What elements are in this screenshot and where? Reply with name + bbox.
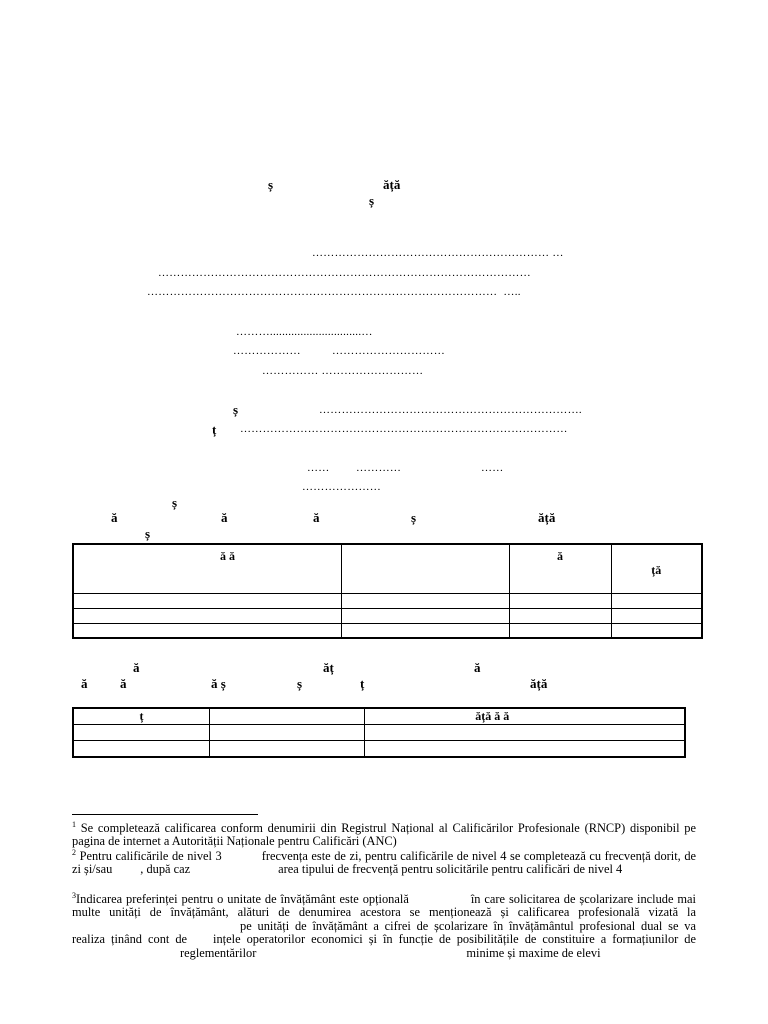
table-cell[interactable] bbox=[209, 725, 364, 741]
qualifications-table bbox=[72, 543, 703, 639]
table-cell[interactable] bbox=[341, 593, 509, 608]
footnote-mark: 3 bbox=[72, 890, 76, 900]
table-header-row bbox=[73, 708, 685, 725]
table-cell[interactable] bbox=[73, 593, 341, 608]
intro-fragment: ăț bbox=[323, 660, 334, 675]
fill-line[interactable]: …………………………………………………………………………… bbox=[240, 423, 568, 435]
table-header-row bbox=[73, 544, 702, 593]
intro-fragment: ș bbox=[297, 676, 303, 691]
table-header-cell: ă ă bbox=[73, 544, 341, 593]
intro-fragment: ț bbox=[360, 676, 365, 691]
intro-fragment: ă bbox=[111, 510, 118, 525]
table-cell[interactable] bbox=[73, 725, 209, 741]
footnote-mark: 1 bbox=[72, 819, 76, 829]
table-header-cell bbox=[341, 544, 509, 593]
table-row bbox=[73, 593, 702, 608]
table-cell[interactable] bbox=[341, 623, 509, 638]
table-cell[interactable] bbox=[611, 593, 702, 608]
footnote-text: Indicarea preferinței pentru o unitate de învățământ este opțională bbox=[76, 892, 409, 906]
fill-line[interactable]: …… bbox=[307, 462, 330, 474]
table-cell[interactable] bbox=[365, 741, 685, 757]
table-cell[interactable] bbox=[73, 623, 341, 638]
footnote-text: frecvența este de zi, pentru calificările de nivel 4 se completează cu frecvență dorit, de zi și/sau bbox=[72, 849, 697, 877]
footnote-text: , după caz bbox=[140, 862, 191, 877]
table-cell[interactable] bbox=[509, 593, 611, 608]
table-cell[interactable] bbox=[341, 608, 509, 623]
table-header-cell: ă bbox=[509, 544, 611, 593]
intro-fragment: ăță bbox=[538, 510, 556, 525]
table-cell[interactable] bbox=[365, 725, 685, 741]
table-header-cell: ț bbox=[73, 708, 209, 725]
intro-fragment: ă bbox=[81, 676, 88, 691]
intro-fragment: ă ș bbox=[211, 676, 226, 691]
table-header-cell: ăță ă ă bbox=[365, 708, 685, 725]
table-row bbox=[73, 741, 685, 757]
footnote-text: Pentru calificările de nivel 3 bbox=[79, 849, 222, 863]
table-cell[interactable] bbox=[611, 623, 702, 638]
footnote-text: în care solicitarea de școlarizare include mai multe unități de învățământ, alături de denumirea acestora se menționează și calificarea profesională vizată la bbox=[72, 892, 696, 920]
footnote-text: minime și maxime de elevi bbox=[466, 945, 601, 960]
fill-line[interactable]: ………………… bbox=[302, 481, 382, 493]
footnote-2 bbox=[72, 847, 697, 877]
fill-line[interactable]: ……………… bbox=[233, 345, 301, 357]
fill-line[interactable]: …………… ……………………… bbox=[262, 365, 424, 377]
fill-line[interactable]: ……………………………………………………………. bbox=[319, 404, 582, 416]
table-cell[interactable] bbox=[509, 608, 611, 623]
fill-line[interactable]: ………………………………………………………………………………… ….. bbox=[147, 286, 521, 298]
footnote-separator bbox=[72, 814, 258, 815]
fill-line[interactable]: ……………………………………………………… … bbox=[312, 247, 564, 259]
footnote-1 bbox=[72, 819, 696, 849]
footnote-text: ințele operatorilor economici și în funcție de posibilitățile de constituire a formațiunilor de bbox=[213, 932, 696, 947]
fill-line[interactable]: ………..............................… bbox=[236, 326, 373, 338]
intro-fragment: ă bbox=[313, 510, 320, 525]
heading-fragment: ș bbox=[268, 177, 274, 192]
intro-fragment: ă bbox=[221, 510, 228, 525]
table-header-cell bbox=[209, 708, 364, 725]
footnote-mark: 2 bbox=[72, 847, 76, 857]
heading-fragment: ș bbox=[369, 193, 375, 208]
table-row bbox=[73, 725, 685, 741]
table-cell[interactable] bbox=[73, 608, 341, 623]
label-fragment: ș bbox=[233, 402, 239, 417]
footnote-3 bbox=[72, 890, 696, 960]
intro-fragment: ăță bbox=[530, 676, 548, 691]
units-table bbox=[72, 707, 686, 758]
footnote-text: Se completează calificarea conform denumirii din Registrul Național al Calificărilor Profesionale (RNCP) disponibil pe pagina de internet a Autorității Naționale pentru Calificări (ANC) bbox=[72, 821, 696, 849]
fill-line[interactable]: ………………………… bbox=[332, 345, 445, 357]
intro-fragment: ș bbox=[172, 495, 178, 510]
intro-fragment: ă bbox=[474, 660, 481, 675]
table-cell[interactable] bbox=[611, 608, 702, 623]
table-row bbox=[73, 623, 702, 638]
footnote-text: reglementărilor bbox=[180, 945, 257, 960]
intro-fragment: ș bbox=[145, 526, 151, 541]
heading-fragment: ăță bbox=[383, 177, 401, 192]
footnote-text: pe unități de învățământ a cifrei de școlarizare în învățământul profesional dual se va realiza ținând cont de bbox=[72, 918, 696, 947]
fill-line[interactable]: …… bbox=[481, 462, 504, 474]
table-row bbox=[73, 608, 702, 623]
table-cell[interactable] bbox=[209, 741, 364, 757]
fill-line[interactable]: ………… bbox=[356, 462, 402, 474]
intro-fragment: ă bbox=[133, 660, 140, 675]
intro-fragment: ă bbox=[120, 676, 127, 691]
table-cell[interactable] bbox=[73, 741, 209, 757]
label-fragment: ț bbox=[212, 422, 217, 437]
footnote-text: area tipului de frecvență pentru solicitările pentru calificări de nivel 4 bbox=[278, 862, 623, 877]
table-cell[interactable] bbox=[509, 623, 611, 638]
intro-fragment: ș bbox=[411, 510, 417, 525]
table-header-cell: ță bbox=[611, 544, 702, 593]
fill-line[interactable]: ……………………………………………………………………………………… bbox=[158, 267, 531, 279]
